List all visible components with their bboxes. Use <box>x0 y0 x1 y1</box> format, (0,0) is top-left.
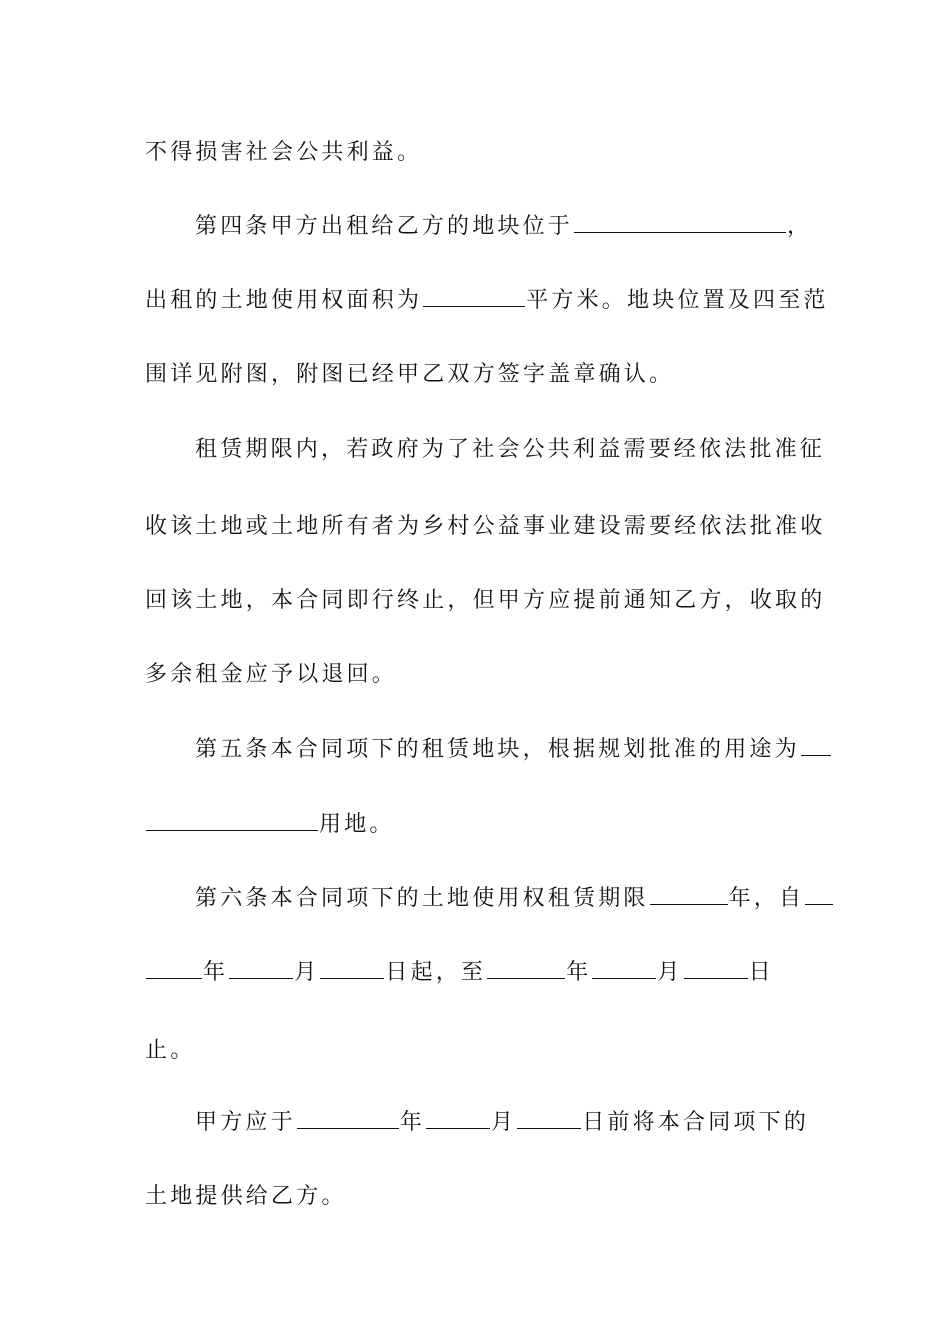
fill-in-blank[interactable] <box>517 1108 581 1129</box>
fill-in-blank[interactable] <box>684 958 748 979</box>
text-segment: 围详见附图，附图已经甲乙双方签字盖章确认。 <box>145 362 675 387</box>
paragraph-line <box>145 1036 815 1066</box>
date-line <box>145 958 815 988</box>
fill-in-blank[interactable] <box>423 286 525 307</box>
text-segment: 第六条本合同项下的土地使用权租赁期限 <box>195 886 649 911</box>
text-segment: 回该土地，本合同即行终止，但甲方应提前通知乙方，收取的 <box>145 588 826 613</box>
article-4-line <box>195 212 865 242</box>
text-segment: 第五条本合同项下的租赁地块，根据规划批准的用途为 <box>195 737 800 762</box>
fill-in-blank[interactable] <box>801 735 831 756</box>
text-segment: 甲方应于 <box>195 1110 296 1135</box>
text-segment: 租赁期限内，若政府为了社会公共利益需要经依法批准征 <box>195 437 826 462</box>
text-segment: 多余租金应予以退回。 <box>145 662 398 687</box>
fill-in-blank[interactable] <box>805 884 833 905</box>
fill-in-blank[interactable] <box>229 958 293 979</box>
paragraph-line <box>145 138 815 168</box>
paragraph-line <box>145 286 829 316</box>
text-segment: ， <box>787 214 813 239</box>
fill-in-blank[interactable] <box>426 1108 490 1129</box>
fill-in-blank[interactable] <box>574 212 786 233</box>
text-segment: 土地提供给乙方。 <box>145 1184 347 1209</box>
text-segment: 平方米。地块位置及四至范 <box>526 288 829 313</box>
fill-in-blank[interactable] <box>650 884 728 905</box>
text-segment: 用地。 <box>319 812 395 837</box>
paragraph-line <box>145 586 826 616</box>
text-segment: 日前将本合同项下的 <box>582 1110 810 1135</box>
text-segment: 收该土地或土地所有者为乡村公益事业建设需要经依法批准收 <box>145 514 826 539</box>
paragraph-line <box>145 360 815 390</box>
paragraph-line <box>145 1182 815 1212</box>
text-segment: 月 <box>491 1110 517 1135</box>
fill-in-blank[interactable] <box>146 958 202 979</box>
fill-in-blank[interactable] <box>592 958 656 979</box>
fill-in-blank[interactable] <box>487 958 565 979</box>
paragraph-line <box>145 512 826 542</box>
text-segment: 不得损害社会公共利益。 <box>145 140 423 165</box>
text-segment: 年 <box>566 960 592 985</box>
text-segment: 日起，至 <box>385 960 487 985</box>
paragraph-line <box>145 660 815 690</box>
text-segment: 月 <box>294 960 320 985</box>
text-segment: 年 <box>399 1110 426 1135</box>
text-segment: 出租的土地使用权面积为 <box>145 288 423 313</box>
paragraph-line <box>195 435 865 465</box>
article-6-line <box>195 884 865 914</box>
fill-in-blank[interactable] <box>146 810 318 831</box>
fill-in-blank[interactable] <box>297 1108 399 1129</box>
delivery-line <box>195 1108 865 1138</box>
text-segment: 年，自 <box>728 886 805 911</box>
paragraph-line <box>145 810 815 840</box>
text-segment: 月 <box>657 960 683 985</box>
text-segment: 止。 <box>145 1038 196 1063</box>
text-segment: 年 <box>203 960 229 985</box>
text-segment: 日 <box>748 960 774 985</box>
article-5-line <box>195 735 865 765</box>
fill-in-blank[interactable] <box>320 958 384 979</box>
text-segment: 第四条甲方出租给乙方的地块位于 <box>195 214 574 239</box>
